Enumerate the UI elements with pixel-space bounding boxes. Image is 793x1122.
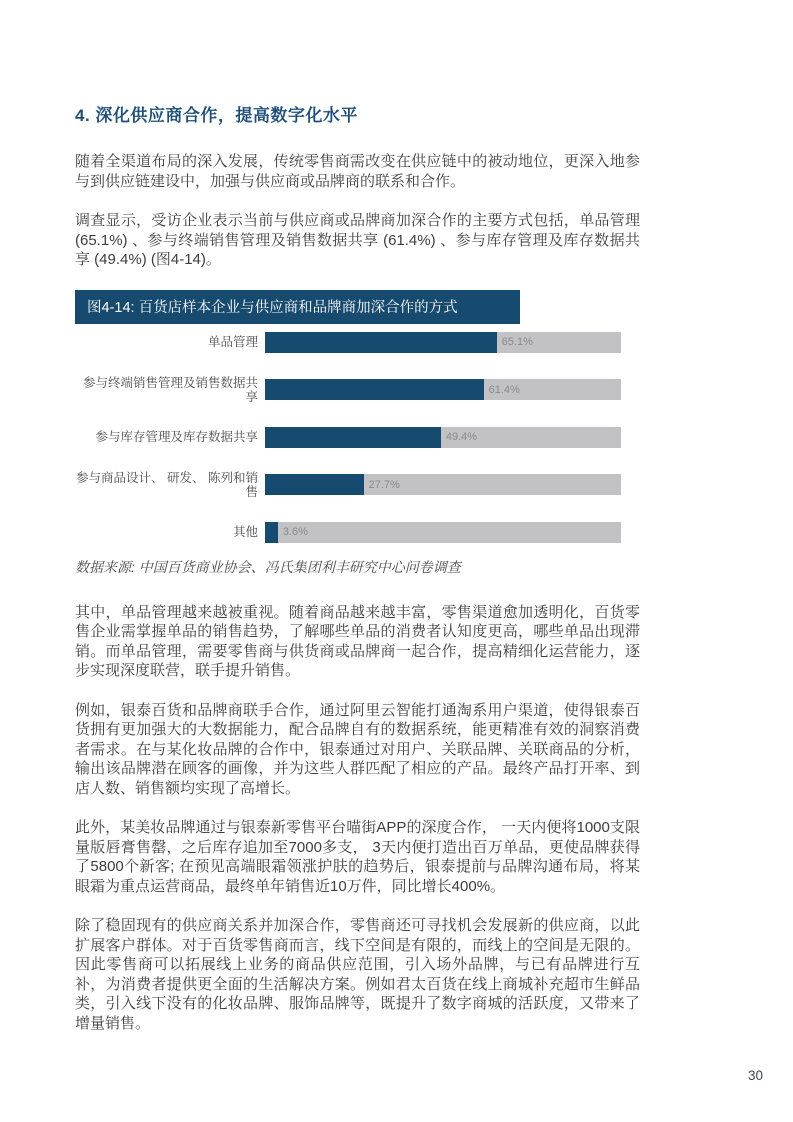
chart-category-label: 单品管理 [207,335,258,349]
paragraph-new-suppliers: 除了稳固现有的供应商关系并加深合作，零售商还可寻找机会发展新的供应商，以此扩展客户群体。对于百货零售商而言，线下空间是有限的，而线上的空间是无限的。因此零售商可以拓展线上业务的商品供应范围，引入场外品牌，与已有品牌进行互补，为消费者提供更全面的生活解决方案。例如君太百货在线上商城补充超市生鲜品类，引入线下没有的化妆品牌、服饰品牌等，既提升了数字商城的活跃度，又带来了增量销售。 [75,917,640,1032]
paragraph-beauty-brand-example: 此外，某美妆品牌通过与银泰新零售平台喵街APP的深度合作， 一天内便将1000支限量版唇膏售罄，之后库存追加至7000多支， 3天内便打造出百万单品，更使品牌获得了5800个新客; 在预见高端眼霜领涨护肤的趋势后，银泰提前与品牌沟通布局，将某眼霜为重点运营商品，最终单年销售近10万件，同比增长400%。 [75,819,640,895]
chart-bar-track [265,332,621,353]
chart-bar-track [265,522,621,543]
chart-bar-fill [265,379,484,400]
page-content [75,101,640,1053]
chart-row [75,332,640,353]
chart-value-label: 3.6% [282,526,308,538]
chart-value-label: 65.1% [501,336,533,348]
chart-value-label: 61.4% [488,383,520,396]
page-number: 30 [747,1068,763,1083]
chart-rows [75,332,640,543]
chart-bar-fill [265,332,497,353]
figure-4-14-bar-chart [75,290,640,577]
chart-bar-track [265,379,621,400]
chart-category-label: 参与商品设计、 研发、 陈列和销售 [76,470,258,499]
chart-category-label: 参与终端销售管理及销售数据共享 [82,375,258,404]
chart-bar-track [265,427,621,448]
chart-title-bar: 图4-14: 百货店样本企业与供应商和品牌商加深合作的方式 [75,290,520,324]
chart-bar-fill [265,427,441,448]
paragraph-intro: 随着全渠道布局的深入发展，传统零售商需改变在供应链中的被动地位，更深入地参与到供应链建设中，加强与供应商或品牌商的联系和合作。 [75,153,640,190]
chart-row [75,522,640,543]
chart-bar-fill [265,474,364,495]
paragraph-yintai-example: 例如，银泰百货和品牌商联手合作，通过阿里云智能打通淘系用户渠道，使得银泰百货拥有更加强大的大数据能力，配合品牌自有的数据系统，能更精准有效的洞察消费者需求。在与某化妆品牌的合作中，银泰通过对用户、关联品牌、关联商品的分析，输出该品牌潜在顾客的画像，并为这些人群匹配了相应的产品。最终产品打开率、到店人数、销售额均实现了高增长。 [75,701,640,797]
paragraph-survey-findings: 调查显示，受访企业表示当前与供应商或品牌商加深合作的主要方式包括，单品管理 (65.1%) 、参与终端销售管理及销售数据共享 (61.4%) 、参与库存管理及库存数据共享 (49.4%) (图4-14)。 [75,212,640,268]
chart-row [75,471,640,499]
paragraph-single-item-management: 其中，单品管理越来越被重视。随着商品越来越丰富，零售渠道愈加透明化，百货零售企业需掌握单品的销售趋势，了解哪些单品的消费者认知度更高，哪些单品出现滞销。而单品管理，需要零售商与供货商或品牌商一起合作，提高精细化运营能力，逐步实现深度联营，联手提升销售。 [75,603,640,679]
chart-value-label: 49.4% [445,431,478,443]
chart-bar-track [265,474,621,495]
chart-category-label: 其他 [232,525,258,539]
section-heading: 4. 深化供应商合作，提高数字化水平 [75,106,358,125]
chart-value-label: 27.7% [368,478,400,491]
chart-category-label: 参与库存管理及库存数据共享 [95,430,258,444]
chart-row [75,376,640,404]
chart-data-source: 数据来源: 中国百货商业协会、冯氏集团利丰研究中心问卷调查 [75,558,461,575]
chart-row [75,427,640,448]
chart-bar-fill [265,522,278,543]
